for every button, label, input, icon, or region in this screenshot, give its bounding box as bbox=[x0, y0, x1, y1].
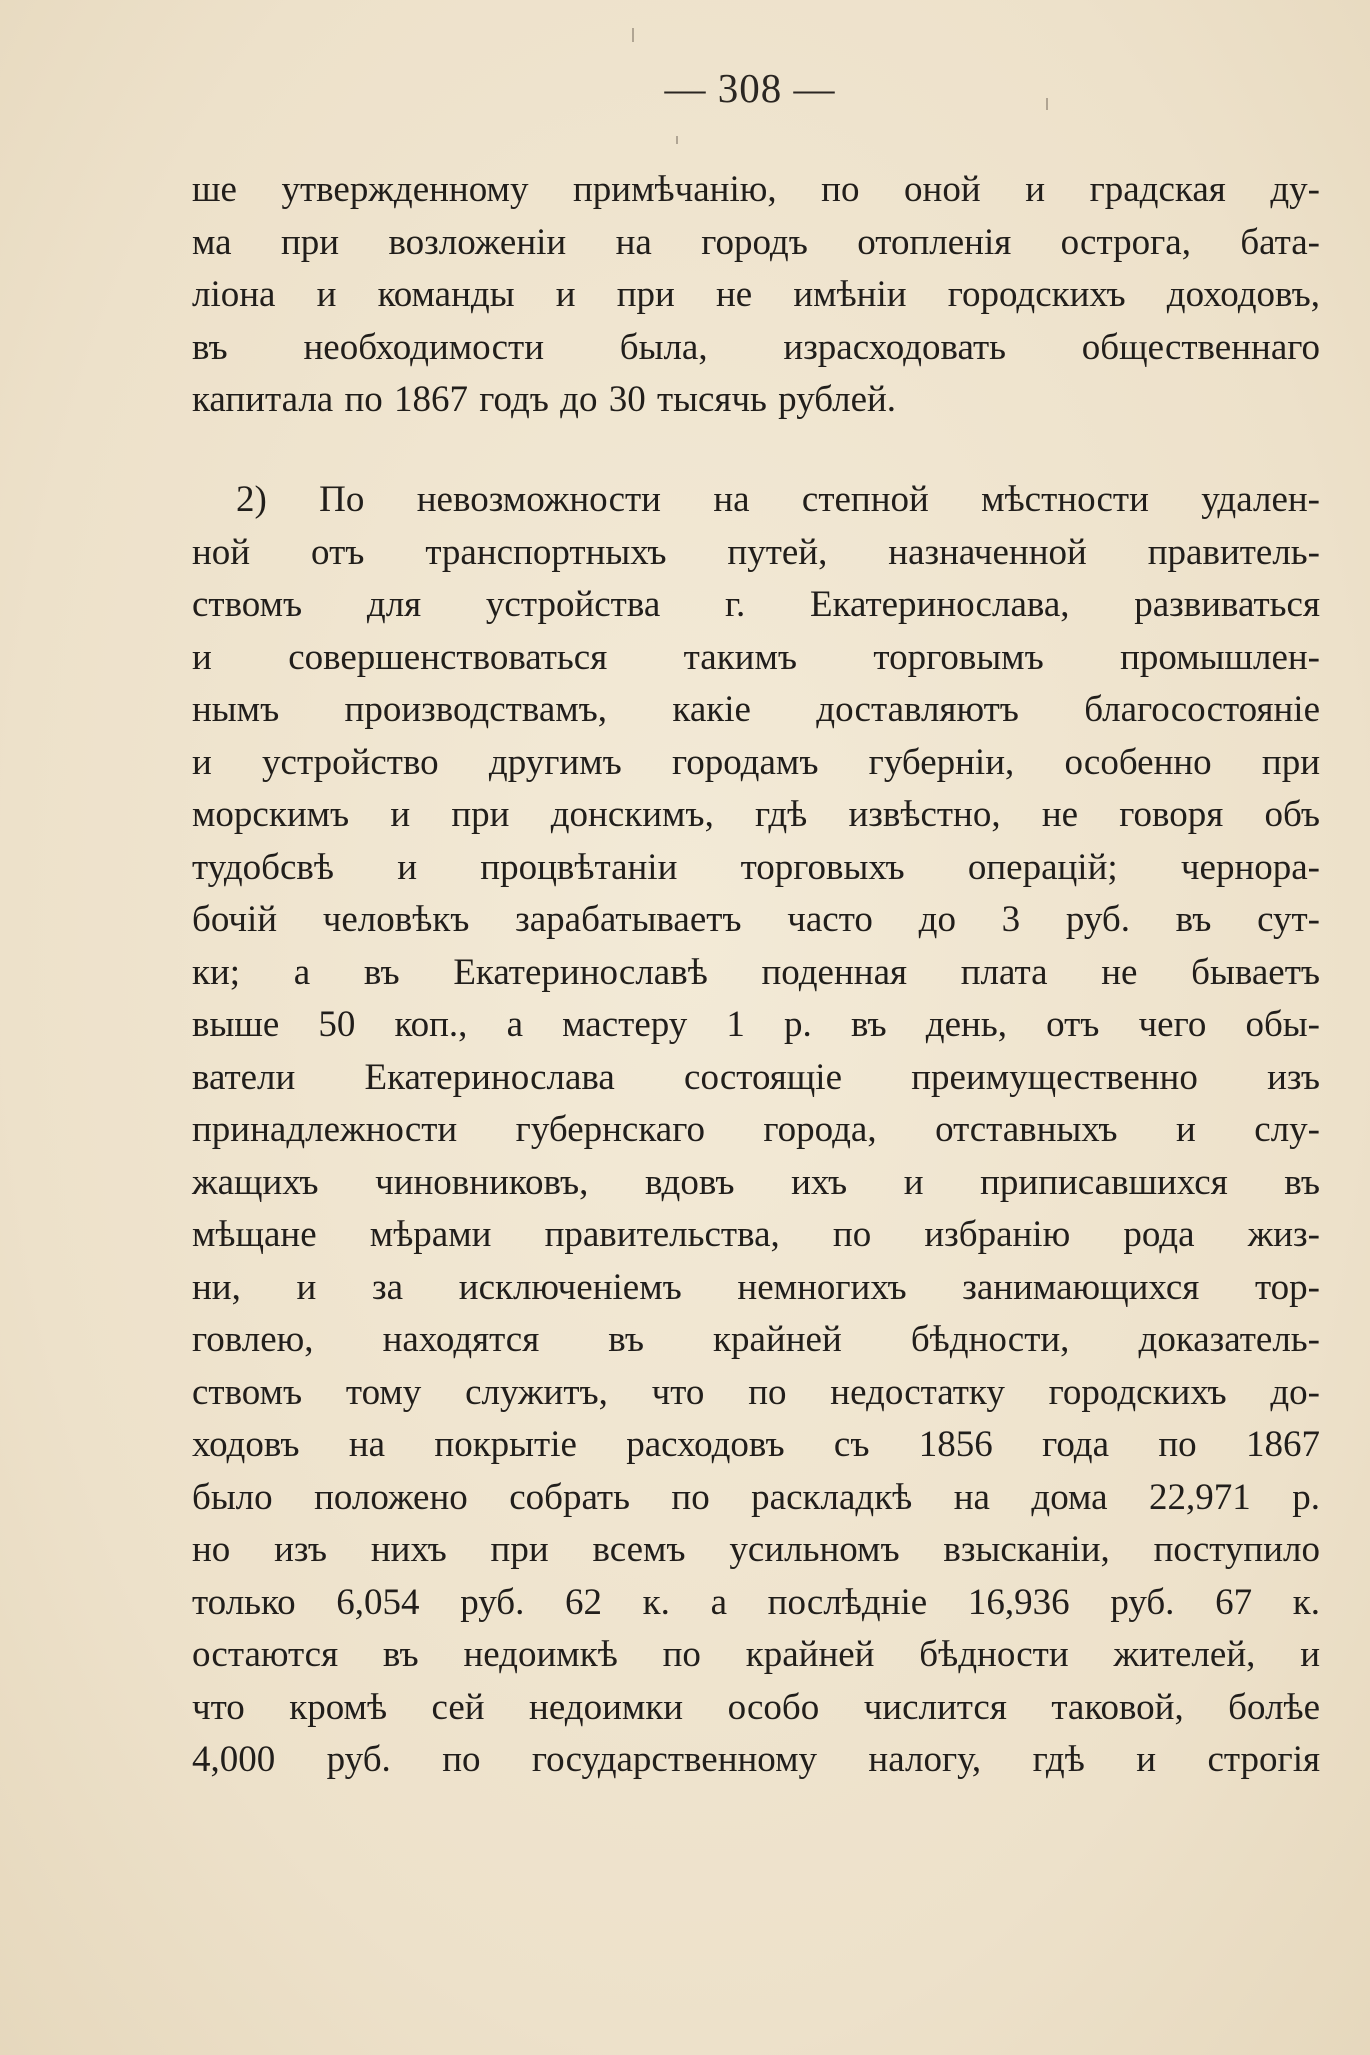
text-line: ватели Екатеринослава состоящіе преимущественно изъ bbox=[192, 1056, 1320, 1098]
page-number: — 308 — bbox=[664, 65, 836, 111]
text-line: тудобсвѣ и процвѣтаніи торговыхъ операцій; чернора- bbox=[192, 846, 1320, 888]
printing-mark bbox=[676, 136, 678, 144]
text-line: 2) По невозможности на степной мѣстности удален- bbox=[236, 479, 1320, 520]
text-line: ной отъ транспортныхъ путей, назначенной правитель- bbox=[192, 531, 1320, 573]
text-line: мѣщане мѣрами правительства, по избранію рода жиз- bbox=[192, 1214, 1320, 1255]
text-line: и устройство другимъ городамъ губерніи, особенно при bbox=[192, 741, 1320, 783]
text-line: ки; а въ Екатеринославѣ поденная плата не бываетъ bbox=[192, 951, 1320, 993]
text-line: въ необходимости была, израсходовать общественнаго bbox=[192, 326, 1320, 368]
text-line: капитала по 1867 годъ до 30 тысячь рублей. bbox=[192, 379, 897, 420]
text-line: ше утвержденному примѣчанію, по оной и градская ду- bbox=[192, 169, 1320, 210]
text-line: говлею, находятся въ крайней бѣдности, доказатель- bbox=[192, 1319, 1320, 1360]
printing-mark bbox=[632, 28, 634, 42]
text-line: нымъ производствамъ, какіе доставляютъ благосостояніе bbox=[192, 689, 1320, 730]
text-line: ліона и команды и при не имѣніи городскихъ доходовъ, bbox=[192, 274, 1320, 315]
text-line: но изъ нихъ при всемъ усильномъ взысканіи, поступило bbox=[192, 1529, 1320, 1570]
text-line: ствомъ тому служитъ, что по недостатку городскихъ до- bbox=[192, 1371, 1320, 1413]
text-line: выше 50 коп., а мастеру 1 р. въ день, отъ чего обы- bbox=[192, 1004, 1320, 1045]
text-line: только 6,054 руб. 62 к. а послѣдніе 16,936 руб. 67 к. bbox=[192, 1581, 1320, 1623]
text-line: 4,000 руб. по государственному налогу, гдѣ и строгія bbox=[192, 1739, 1320, 1780]
text-line: было положено собрать по раскладкѣ на дома 22,971 р. bbox=[192, 1476, 1320, 1518]
text-line: ствомъ для устройства г. Екатеринослава, развиваться bbox=[192, 584, 1320, 625]
text-line: жащихъ чиновниковъ, вдовъ ихъ и приписавшихся въ bbox=[192, 1161, 1320, 1203]
text-line: принадлежности губернскаго города, отставныхъ и слу- bbox=[192, 1109, 1320, 1150]
text-line: морскимъ и при донскимъ, гдѣ извѣстно, не говоря объ bbox=[192, 794, 1320, 835]
text-line: ни, и за исключеніемъ немногихъ занимающихся тор- bbox=[192, 1266, 1320, 1308]
text-line: ма при возложеніи на городъ отопленія острога, бата- bbox=[192, 221, 1320, 263]
text-line: бочій человѣкъ зарабатываетъ часто до 3 руб. въ сут- bbox=[192, 899, 1320, 940]
paragraph-2 bbox=[192, 474, 1320, 1787]
paragraph-1 bbox=[192, 164, 1320, 427]
text-line: и совершенствоваться такимъ торговымъ промышлен- bbox=[192, 636, 1320, 678]
text-line: остаются въ недоимкѣ по крайней бѣдности жителей, и bbox=[192, 1634, 1320, 1675]
text-line: что кромѣ сей недоимки особо числится таковой, болѣе bbox=[192, 1686, 1320, 1728]
text-line: ходовъ на покрытіе расходовъ съ 1856 года по 1867 bbox=[192, 1424, 1320, 1465]
